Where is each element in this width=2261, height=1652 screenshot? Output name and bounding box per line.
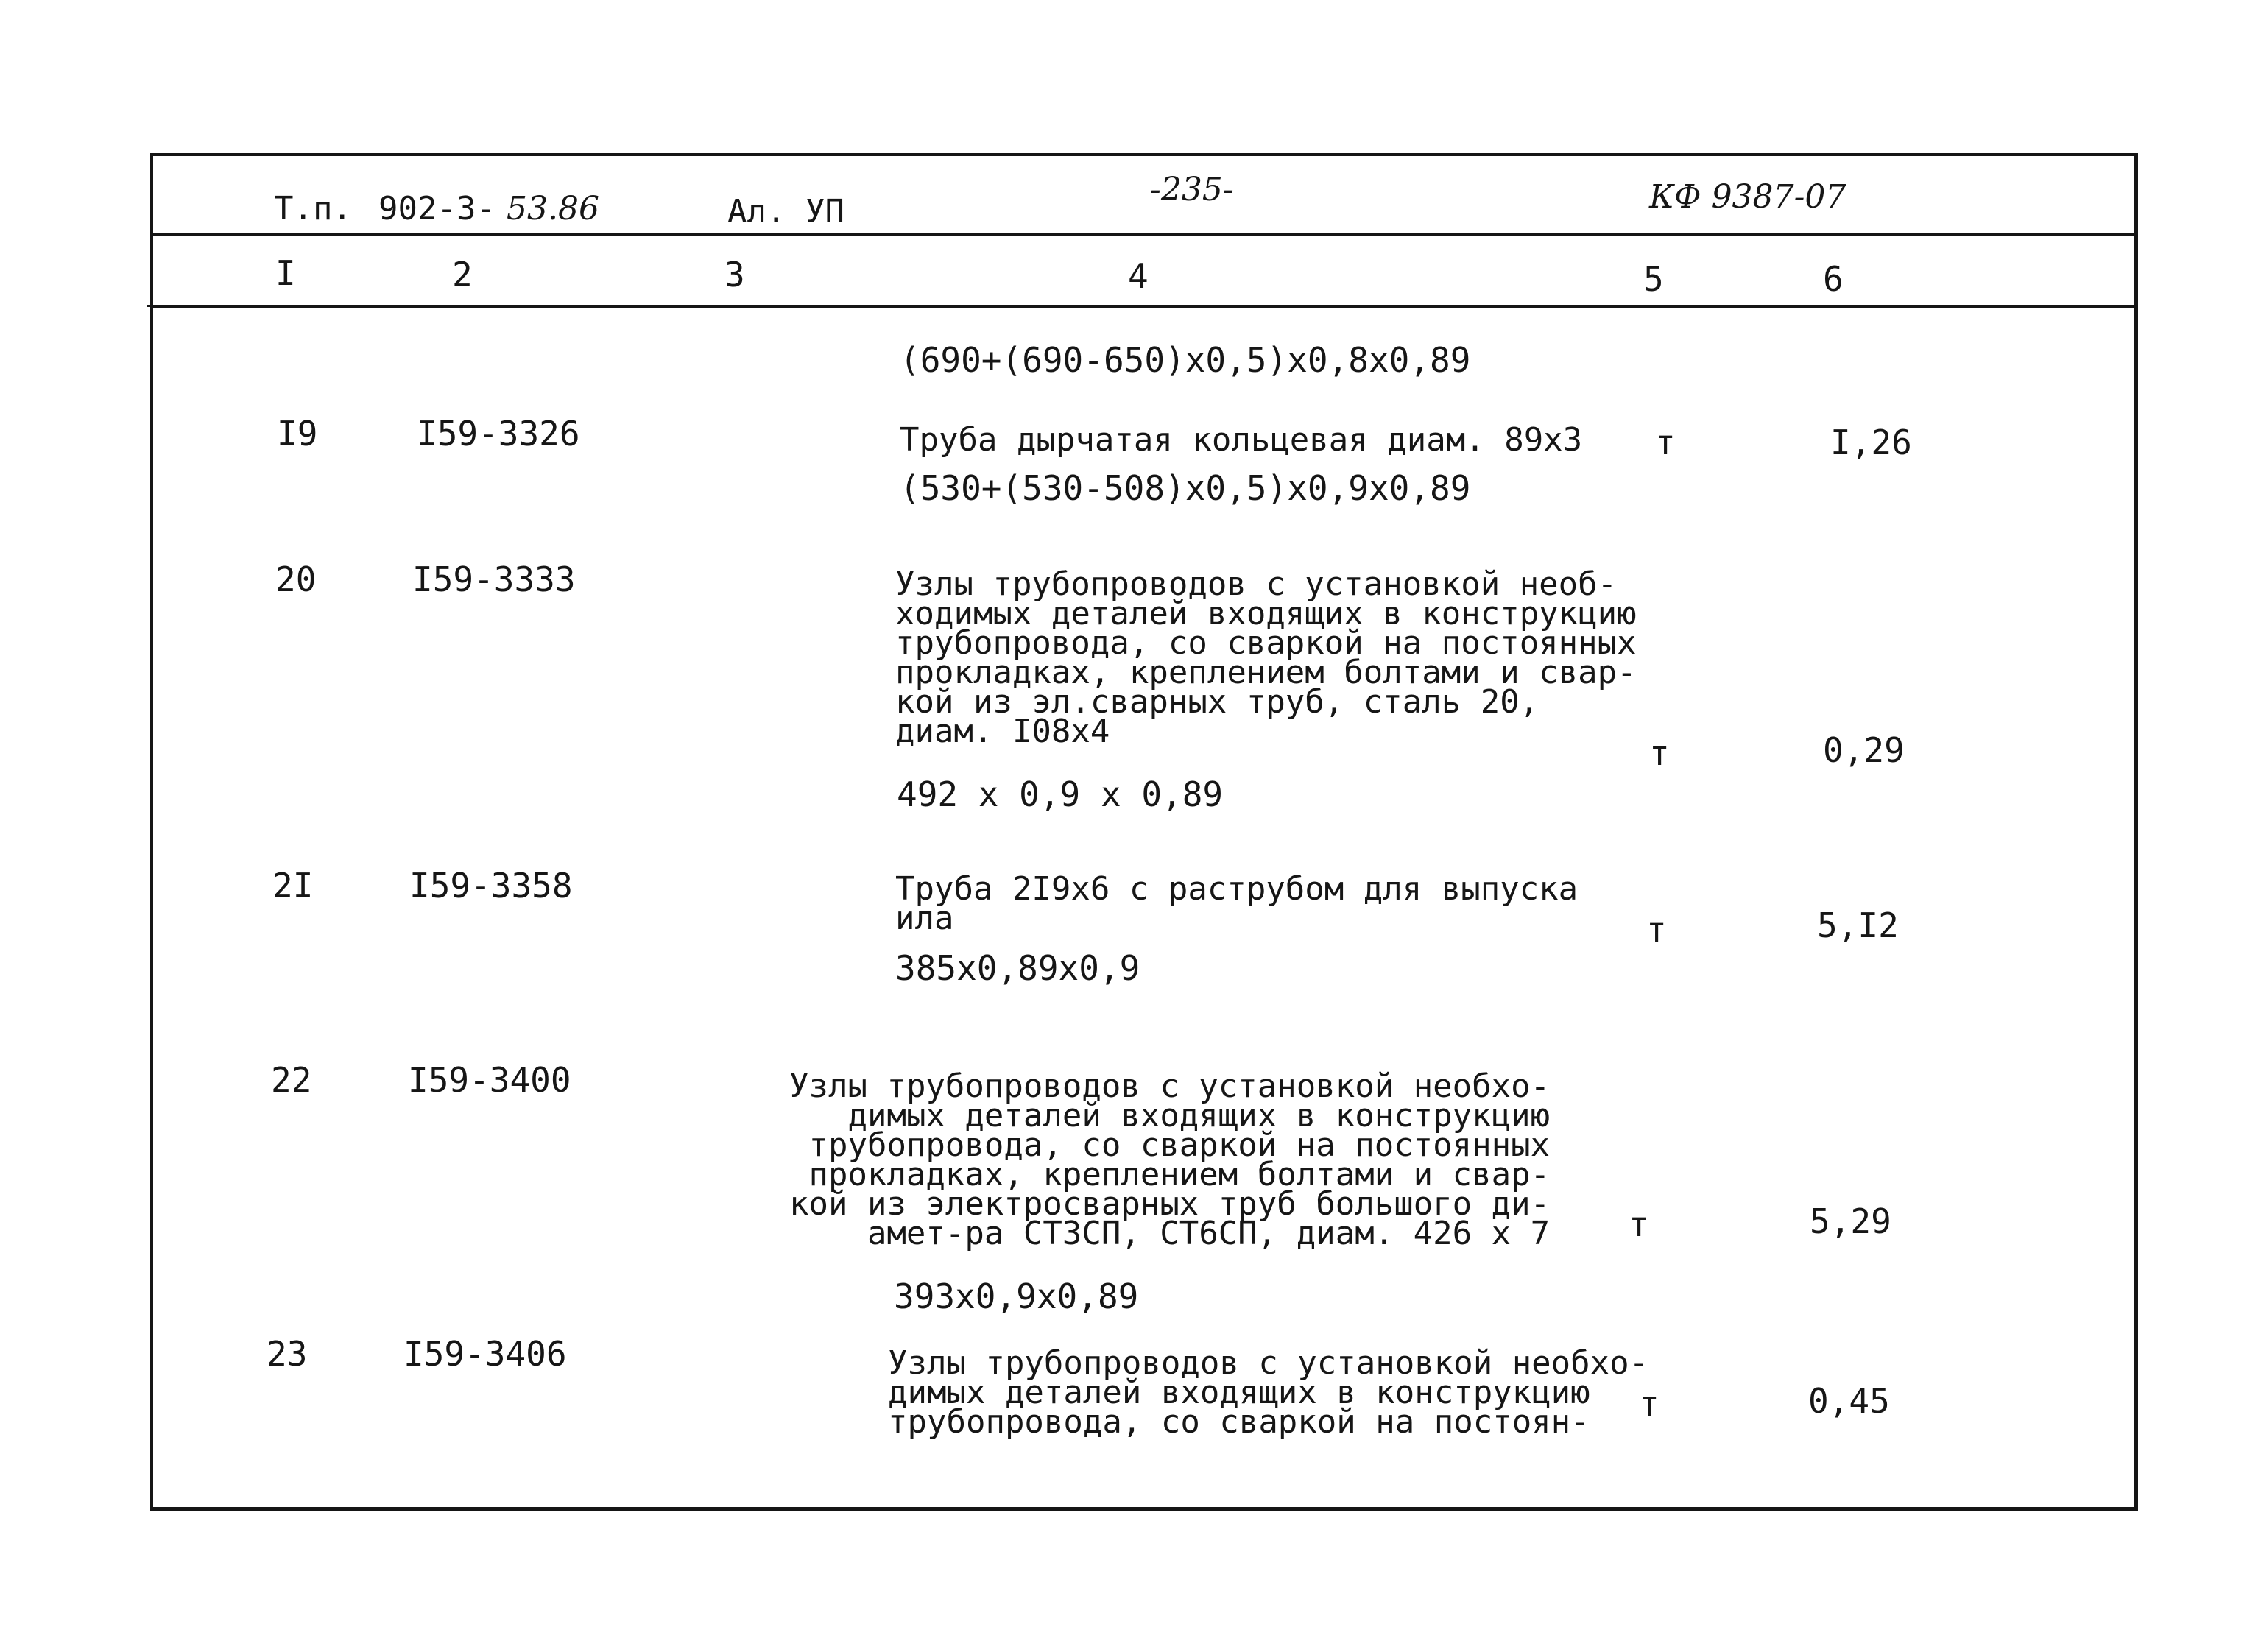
album-label: Ал. УП [727,193,844,230]
row-description: Узлы трубопроводов с установкой необхо- димых деталей входящих в конструкцию трубопровода, со сваркой на постоянных прокладках, креплением болтами и свар- кой из электросварных труб большого ди- амет-ра СТЗСП, СТ6СП, диам. 426 х 7 [789,1067,1551,1252]
row-value: 0,45 [1808,1381,1890,1421]
row-description: Труба 2I9х6 с раструбом для выпуска ила [895,870,1579,937]
row-value: 0,29 [1823,730,1905,770]
column-number: 6 [1823,259,1844,299]
project-code: 902-3- [378,190,495,227]
row-unit: т [1646,910,1667,950]
column-header-divider [150,305,2138,308]
header-prefix: Т.п. [274,190,352,227]
row-formula: 492 х 0,9 х 0,89 [897,774,1224,814]
column-number: 4 [1128,256,1149,296]
left-divider-tick [147,305,177,307]
row-number: I9 [277,414,318,453]
row-unit: т [1629,1204,1649,1244]
row-number: 2I [272,866,314,906]
row-unit: т [1655,423,1676,462]
row-formula: 385х0,89х0,9 [895,948,1140,988]
row-description: Узлы трубопроводов с установкой необхо- димых деталей входящих в конструкцию трубопровода, со сваркой на постоян- [888,1344,1649,1441]
row-description: Узлы трубопроводов с установкой необ- ходимых деталей входящих в конструкцию трубопровода, со сваркой на постоянных прокладках, креплением болтами и свар- кой из эл.сварных труб, сталь 20, диам. I08х4 [895,565,1637,750]
row-value: 5,29 [1810,1201,1891,1241]
row-number: 20 [275,560,317,599]
column-number: 3 [724,255,745,294]
row-unit: т [1649,733,1670,773]
row-code: I59-3406 [403,1334,567,1374]
row-formula: (530+(530-508)х0,5)х0,9х0,89 [900,468,1471,508]
row-number: 23 [267,1334,308,1374]
preamble-formula: (690+(690-650)х0,5)х0,8х0,89 [900,340,1471,380]
row-code: I59-3400 [408,1060,571,1100]
row-code: I59-3326 [417,414,580,453]
row-formula: 393х0,9х0,89 [894,1277,1139,1316]
column-number: 2 [452,255,473,294]
header-divider [150,233,2138,236]
row-code: I59-3358 [409,866,573,906]
row-description: Труба дырчатая кольцевая диам. 89х3 [900,421,1583,459]
column-number: I [275,253,296,293]
document-code: КФ 9387-07 [1649,178,1846,216]
row-value: 5,I2 [1817,906,1899,945]
row-number: 22 [271,1060,312,1100]
page-number: -235- [1150,171,1234,208]
column-number: 5 [1643,259,1664,299]
row-unit: т [1639,1384,1659,1424]
row-code: I59-3333 [412,560,576,599]
project-code-handwritten: 53.86 [507,190,599,227]
row-value: I,26 [1830,423,1912,462]
